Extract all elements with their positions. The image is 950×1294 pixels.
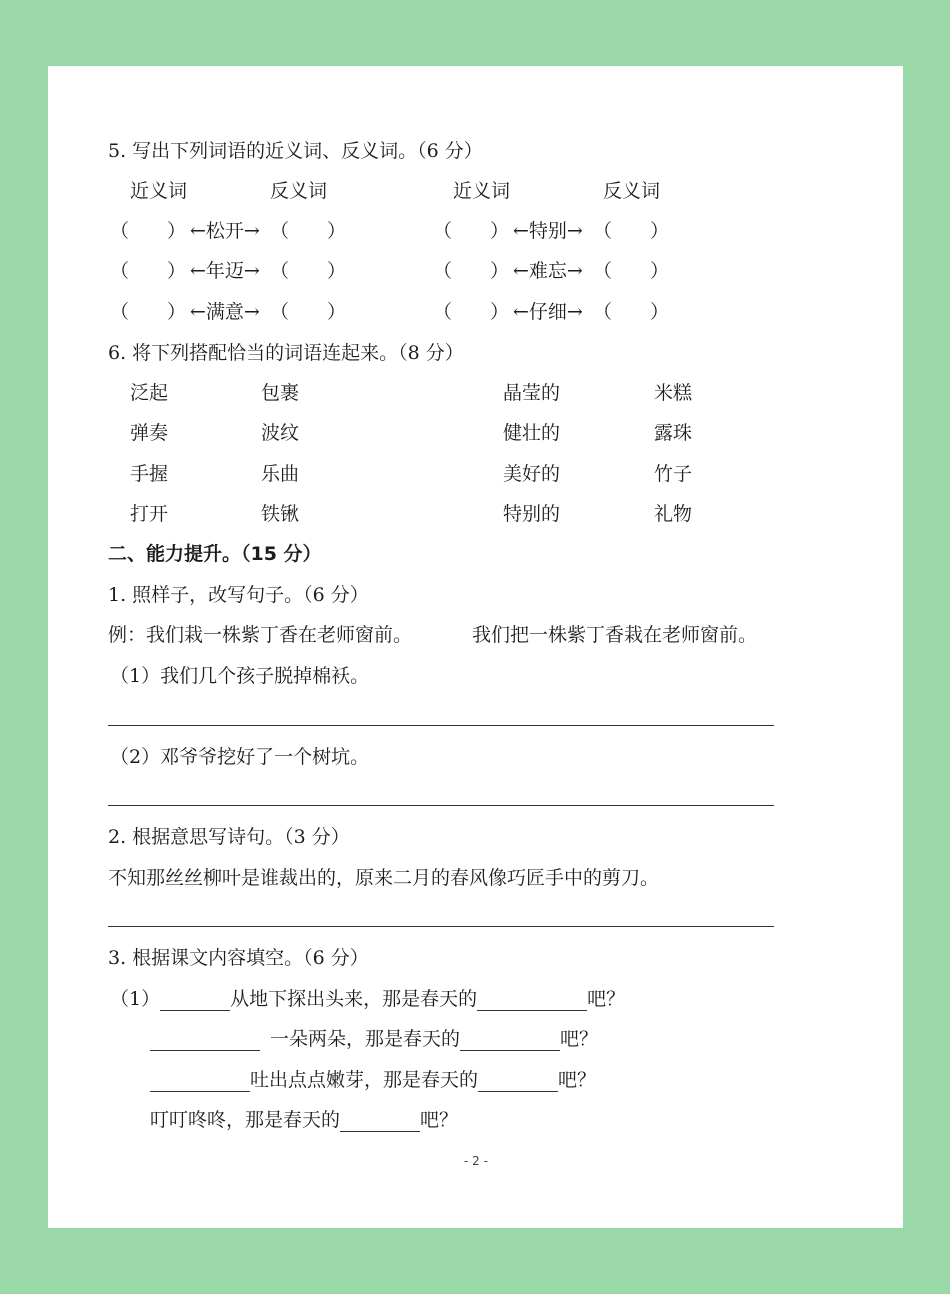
s2q3-line-2 — [150, 1027, 598, 1051]
s2q1-item-1: （1）我们几个孩子脱掉棉袄。 — [110, 665, 370, 687]
fill-blank[interactable] — [340, 1111, 420, 1132]
q5-word: ←特别→ — [513, 220, 583, 242]
s2q1-example-answer: 我们把一株紫丁香栽在老师窗前。 — [472, 624, 758, 646]
q6-word[interactable]: 露珠 — [654, 422, 693, 444]
s2q3-line-1-text: 从地下探出头来，那是春天的 — [230, 988, 478, 1010]
q6-word[interactable]: 竹子 — [654, 463, 693, 485]
s2q3-line-4 — [150, 1108, 458, 1132]
s2q3-line-3 — [150, 1068, 596, 1092]
q6-word[interactable]: 泛起 — [130, 382, 169, 404]
q5-header-antonym-right: 反义词 — [603, 180, 661, 202]
q6-word[interactable]: 包裹 — [261, 382, 300, 404]
fill-blank[interactable] — [477, 990, 587, 1011]
q5-word: ←年迈→ — [190, 260, 260, 282]
q5-word: ←松开→ — [190, 220, 260, 242]
fill-blank[interactable] — [160, 990, 230, 1011]
q5-blank[interactable]: （ ） — [270, 260, 347, 282]
answer-line[interactable] — [108, 725, 774, 726]
s2q1-example: 例：我们栽一株紫丁香在老师窗前。 — [108, 624, 413, 646]
fill-blank[interactable] — [150, 1030, 260, 1051]
q5-blank[interactable]: （ ） — [433, 301, 510, 323]
answer-line[interactable] — [108, 805, 774, 806]
s2q3-line-2-end: 吧？ — [560, 1028, 599, 1050]
fill-blank[interactable] — [478, 1071, 558, 1092]
q6-word[interactable]: 健壮的 — [503, 422, 561, 444]
q5-blank[interactable]: （ ） — [593, 220, 670, 242]
s2q3-line-1 — [110, 987, 625, 1011]
page-number: - 2 - — [464, 1154, 488, 1168]
s2q3-line-1-prefix: （1） — [110, 988, 161, 1010]
q6-word[interactable]: 打开 — [130, 503, 169, 525]
q6-word[interactable]: 米糕 — [654, 382, 693, 404]
s2q2-title: 2. 根据意思写诗句。（3 分） — [108, 826, 350, 848]
s2q3-line-3-text: 吐出点点嫩芽，那是春天的 — [250, 1069, 479, 1091]
q5-header-synonym-left: 近义词 — [130, 180, 188, 202]
q5-blank[interactable]: （ ） — [270, 220, 347, 242]
section-2-heading: 二、能力提升。（15 分） — [108, 543, 322, 565]
q6-word[interactable]: 手握 — [130, 463, 169, 485]
q5-word: ←满意→ — [190, 301, 260, 323]
q5-blank[interactable]: （ ） — [593, 260, 670, 282]
worksheet-page — [48, 66, 903, 1228]
q5-blank[interactable]: （ ） — [593, 301, 670, 323]
q6-word[interactable]: 晶莹的 — [503, 382, 561, 404]
s2q3-line-1-end: 吧？ — [587, 988, 626, 1010]
s2q2-meaning: 不知那丝丝柳叶是谁裁出的，原来二月的春风像巧匠手中的剪刀。 — [108, 867, 660, 889]
q5-blank[interactable]: （ ） — [110, 260, 187, 282]
q6-word[interactable]: 特别的 — [503, 503, 561, 525]
q5-blank[interactable]: （ ） — [110, 220, 187, 242]
q6-word[interactable]: 乐曲 — [261, 463, 300, 485]
s2q3-line-2-text: 一朵两朵，那是春天的 — [270, 1028, 461, 1050]
q5-word: ←难忘→ — [513, 260, 583, 282]
q5-blank[interactable]: （ ） — [270, 301, 347, 323]
fill-blank[interactable] — [460, 1030, 560, 1051]
q6-word[interactable]: 弹奏 — [130, 422, 169, 444]
q5-blank[interactable]: （ ） — [433, 220, 510, 242]
s2q3-line-3-end: 吧？ — [558, 1069, 597, 1091]
q5-blank[interactable]: （ ） — [110, 301, 187, 323]
s2q1-item-2: （2）邓爷爷挖好了一个树坑。 — [110, 746, 370, 768]
s2q1-title: 1. 照样子，改写句子。（6 分） — [108, 584, 369, 606]
q6-word[interactable]: 波纹 — [261, 422, 300, 444]
answer-line[interactable] — [108, 926, 774, 927]
fill-blank[interactable] — [150, 1071, 250, 1092]
q6-word[interactable]: 美好的 — [503, 463, 561, 485]
q5-blank[interactable]: （ ） — [433, 260, 510, 282]
q5-header-synonym-right: 近义词 — [453, 180, 511, 202]
q6-word[interactable]: 铁锹 — [261, 503, 300, 525]
q5-word: ←仔细→ — [513, 301, 583, 323]
q6-word[interactable]: 礼物 — [654, 503, 693, 525]
q6-title: 6. 将下列搭配恰当的词语连起来。（8 分） — [108, 342, 464, 364]
q5-header-antonym-left: 反义词 — [270, 180, 328, 202]
s2q3-line-4-text: 叮叮咚咚，那是春天的 — [150, 1109, 341, 1131]
s2q3-title: 3. 根据课文内容填空。（6 分） — [108, 947, 369, 969]
q5-title: 5. 写出下列词语的近义词、反义词。（6 分） — [108, 140, 483, 162]
s2q3-line-4-end: 吧？ — [420, 1109, 459, 1131]
